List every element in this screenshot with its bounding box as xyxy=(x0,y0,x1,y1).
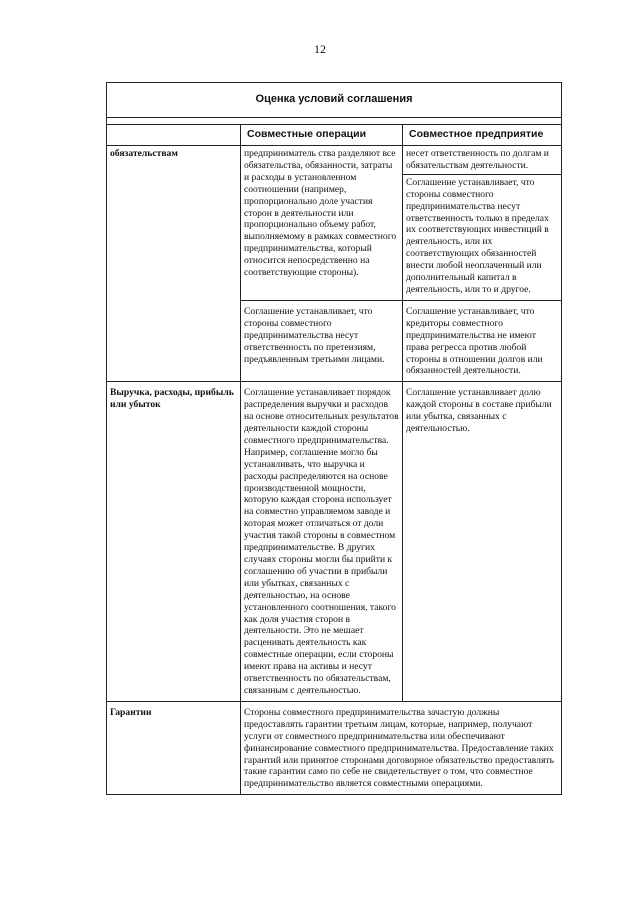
assessment-table xyxy=(106,82,562,795)
obligations-ops-cell-1: предприниматель ства разделяют все обязательства, обязанности, затраты и расходы в установленном соотношении (например, пропорционально доле участия сторон в деятельности или пропорционально объему работ, выполняемому в рамках совместного предпринимательства, который относится непосредственно на соответствующие стороны). xyxy=(241,146,403,301)
table-gap-row xyxy=(107,118,562,125)
page-number: 12 xyxy=(314,42,326,56)
table-row xyxy=(107,701,562,794)
revenue-ops-cell: Соглашение устанавливает порядок распределения выручки и расходов на основе относительных результатов деятельности каждой стороны совместного предпринимательства. Например, соглашение могло бы устанавливать, что выручка и расходы распределяются на основе производственной мощности, которую каждая сторона использует на совместно управляемом заводе и которая может отличаться от доли участия такой стороны в совместном предпринимательстве. В других случаях стороны могли бы прийти к соглашению об участии в прибыли или убытках, связанных с деятельностью, на основе установленного соотношения, такого как доля участия сторон в деятельности. Это не мешает расценивать деятельность как совместные операции, если стороны имеют права на активы и несут ответственность по обязательствам, связанным с деятельностью. xyxy=(241,382,403,702)
row-label-guarantees: Гарантии xyxy=(107,701,241,794)
guarantees-text-cell: Стороны совместного предпринимательства зачастую должны предоставлять гарантии третьим лицам, которые, например, получают услуги от совместного предпринимательства или обеспечивают финансирование совместного предпринимательства. Предоставление таких гарантий или принятое сторонами договорное обязательство предоставлять такие гарантии само по себе не свидетельствует о том, что совместное предпринимательство является совместными операциями. xyxy=(241,701,562,794)
obligations-ops-cell-2: Соглашение устанавливает, что стороны совместного предпринимательства несут ответственность по претензиям, предъявленным третьими лицами. xyxy=(241,300,403,381)
revenue-venture-cell: Соглашение устанавливает долю каждой стороны в составе прибыли или убытка, связанных с деятельностью. xyxy=(403,382,562,702)
obligations-venture-cell-3: Соглашение устанавливает, что кредиторы совместного предпринимательства не имеют права регресса против любой стороны в отношении долгов или обязанностей деятельности. xyxy=(403,300,562,381)
table-gap xyxy=(107,118,562,125)
table-row xyxy=(107,382,562,702)
header-joint-venture: Совместное предприятие xyxy=(403,125,562,146)
table-title-row xyxy=(107,83,562,118)
table-title: Оценка условий соглашения xyxy=(107,83,562,118)
header-empty-cell xyxy=(107,125,241,146)
row-label-obligations: обязательствам xyxy=(107,146,241,382)
row-label-revenue: Выручка, расходы, прибыль или убыток xyxy=(107,382,241,702)
obligations-venture-cell-2: Соглашение устанавливает, что стороны совместного предпринимательства несут ответственность только в пределах их соответствующих инвестиций в деятельность, или их соответствующих обязанностей внести любой неоплаченный или дополнительный капитал в деятельность, или то и другое. xyxy=(403,174,562,300)
obligations-venture-cell-1: несет ответственность по долгам и обязательствам деятельности. xyxy=(403,146,562,175)
table-header-row xyxy=(107,125,562,146)
header-joint-operations: Совместные операции xyxy=(241,125,403,146)
table-row xyxy=(107,146,562,175)
